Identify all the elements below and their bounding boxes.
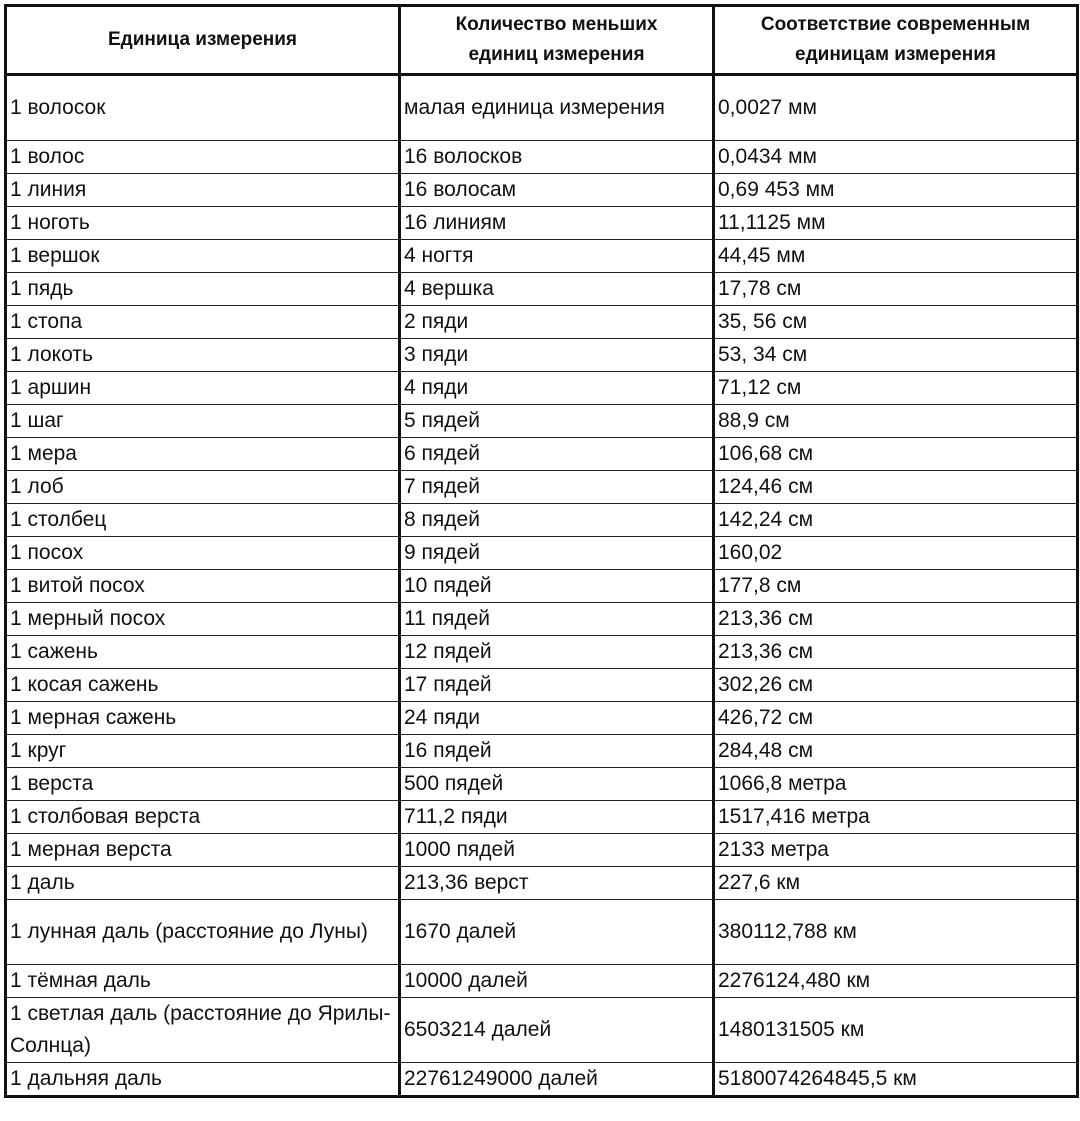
cell-unit: 1 локоть bbox=[6, 339, 400, 372]
cell-modern: 88,9 см bbox=[714, 405, 1078, 438]
cell-modern: 227,6 км bbox=[714, 867, 1078, 900]
cell-unit: 1 витой посох bbox=[6, 570, 400, 603]
table-row bbox=[6, 174, 1078, 207]
table-row bbox=[6, 1063, 1078, 1097]
cell-count: 16 волосам bbox=[400, 174, 714, 207]
table-row bbox=[6, 405, 1078, 438]
cell-count: 11 пядей bbox=[400, 603, 714, 636]
cell-count: 1670 далей bbox=[400, 900, 714, 965]
cell-count: 4 ногтя bbox=[400, 240, 714, 273]
cell-count: 213,36 верст bbox=[400, 867, 714, 900]
table-row bbox=[6, 504, 1078, 537]
table-row bbox=[6, 702, 1078, 735]
cell-unit: 1 верста bbox=[6, 768, 400, 801]
cell-count: 3 пяди bbox=[400, 339, 714, 372]
cell-count: 2 пяди bbox=[400, 306, 714, 339]
cell-count: 12 пядей bbox=[400, 636, 714, 669]
cell-modern: 426,72 см bbox=[714, 702, 1078, 735]
cell-unit: 1 даль bbox=[6, 867, 400, 900]
cell-modern: 177,8 см bbox=[714, 570, 1078, 603]
table-row bbox=[6, 339, 1078, 372]
table-row bbox=[6, 669, 1078, 702]
cell-unit: 1 дальняя даль bbox=[6, 1063, 400, 1097]
cell-unit: 1 волосок bbox=[6, 75, 400, 141]
cell-count: 7 пядей bbox=[400, 471, 714, 504]
table-row bbox=[6, 735, 1078, 768]
cell-modern: 213,36 см bbox=[714, 636, 1078, 669]
cell-unit: 1 лоб bbox=[6, 471, 400, 504]
cell-unit: 1 мерная сажень bbox=[6, 702, 400, 735]
table-row bbox=[6, 537, 1078, 570]
header-unit: Единица измерения bbox=[6, 6, 400, 75]
table-row bbox=[6, 998, 1078, 1063]
cell-count: 16 линиям bbox=[400, 207, 714, 240]
table-row bbox=[6, 141, 1078, 174]
cell-unit: 1 вершок bbox=[6, 240, 400, 273]
cell-modern: 11,1125 мм bbox=[714, 207, 1078, 240]
cell-unit: 1 лунная даль (расстояние до Луны) bbox=[6, 900, 400, 965]
cell-count: 22761249000 далей bbox=[400, 1063, 714, 1097]
cell-unit: 1 круг bbox=[6, 735, 400, 768]
cell-modern: 302,26 см bbox=[714, 669, 1078, 702]
cell-count: 24 пяди bbox=[400, 702, 714, 735]
cell-unit: 1 столбец bbox=[6, 504, 400, 537]
cell-unit: 1 сажень bbox=[6, 636, 400, 669]
cell-modern: 380112,788 км bbox=[714, 900, 1078, 965]
cell-unit: 1 пядь bbox=[6, 273, 400, 306]
table-row bbox=[6, 636, 1078, 669]
table-row bbox=[6, 240, 1078, 273]
table-row bbox=[6, 471, 1078, 504]
cell-unit: 1 шаг bbox=[6, 405, 400, 438]
cell-count: 9 пядей bbox=[400, 537, 714, 570]
cell-count: 6 пядей bbox=[400, 438, 714, 471]
cell-modern: 124,46 см bbox=[714, 471, 1078, 504]
table-row bbox=[6, 372, 1078, 405]
table-row bbox=[6, 570, 1078, 603]
table-row bbox=[6, 801, 1078, 834]
cell-unit: 1 линия bbox=[6, 174, 400, 207]
table-row bbox=[6, 867, 1078, 900]
cell-modern: 2133 метра bbox=[714, 834, 1078, 867]
cell-count: 6503214 далей bbox=[400, 998, 714, 1063]
cell-count: 8 пядей bbox=[400, 504, 714, 537]
cell-modern: 5180074264845,5 км bbox=[714, 1063, 1078, 1097]
table-row bbox=[6, 768, 1078, 801]
cell-modern: 1517,416 метра bbox=[714, 801, 1078, 834]
table-row bbox=[6, 273, 1078, 306]
cell-unit: 1 светлая даль (расстояние до Ярилы-Солнца) bbox=[6, 998, 400, 1063]
cell-unit: 1 столбовая верста bbox=[6, 801, 400, 834]
cell-modern: 0,69 453 мм bbox=[714, 174, 1078, 207]
table-row bbox=[6, 207, 1078, 240]
cell-count: 711,2 пяди bbox=[400, 801, 714, 834]
cell-modern: 1480131505 км bbox=[714, 998, 1078, 1063]
cell-unit: 1 тёмная даль bbox=[6, 965, 400, 998]
header-modern: Соответствие современным единицам измерения bbox=[714, 6, 1078, 75]
header-row bbox=[6, 6, 1078, 75]
cell-count: 1000 пядей bbox=[400, 834, 714, 867]
cell-unit: 1 посох bbox=[6, 537, 400, 570]
cell-unit: 1 мера bbox=[6, 438, 400, 471]
cell-modern: 71,12 см bbox=[714, 372, 1078, 405]
cell-count: 16 пядей bbox=[400, 735, 714, 768]
table-row bbox=[6, 834, 1078, 867]
cell-count: малая единица измерения bbox=[400, 75, 714, 141]
cell-unit: 1 мерная верста bbox=[6, 834, 400, 867]
units-table bbox=[4, 4, 1079, 1098]
cell-modern: 284,48 см bbox=[714, 735, 1078, 768]
cell-modern: 213,36 см bbox=[714, 603, 1078, 636]
table-row bbox=[6, 603, 1078, 636]
cell-modern: 44,45 мм bbox=[714, 240, 1078, 273]
table-row bbox=[6, 965, 1078, 998]
cell-modern: 106,68 см bbox=[714, 438, 1078, 471]
cell-modern: 53, 34 см bbox=[714, 339, 1078, 372]
cell-modern: 2276124,480 км bbox=[714, 965, 1078, 998]
header-count: Количество меньших единиц измерения bbox=[400, 6, 714, 75]
cell-unit: 1 мерный посох bbox=[6, 603, 400, 636]
cell-modern: 0,0434 мм bbox=[714, 141, 1078, 174]
cell-count: 4 вершка bbox=[400, 273, 714, 306]
cell-modern: 35, 56 см bbox=[714, 306, 1078, 339]
cell-unit: 1 аршин bbox=[6, 372, 400, 405]
cell-modern: 17,78 см bbox=[714, 273, 1078, 306]
cell-count: 17 пядей bbox=[400, 669, 714, 702]
cell-count: 500 пядей bbox=[400, 768, 714, 801]
cell-modern: 0,0027 мм bbox=[714, 75, 1078, 141]
cell-unit: 1 косая сажень bbox=[6, 669, 400, 702]
cell-count: 5 пядей bbox=[400, 405, 714, 438]
table-row bbox=[6, 438, 1078, 471]
cell-modern: 160,02 bbox=[714, 537, 1078, 570]
cell-modern: 142,24 см bbox=[714, 504, 1078, 537]
table-row bbox=[6, 306, 1078, 339]
table-row bbox=[6, 75, 1078, 141]
cell-modern: 1066,8 метра bbox=[714, 768, 1078, 801]
table-row bbox=[6, 900, 1078, 965]
cell-count: 10 пядей bbox=[400, 570, 714, 603]
cell-count: 4 пяди bbox=[400, 372, 714, 405]
cell-unit: 1 стопа bbox=[6, 306, 400, 339]
cell-count: 16 волосков bbox=[400, 141, 714, 174]
cell-unit: 1 волос bbox=[6, 141, 400, 174]
cell-unit: 1 ноготь bbox=[6, 207, 400, 240]
cell-count: 10000 далей bbox=[400, 965, 714, 998]
